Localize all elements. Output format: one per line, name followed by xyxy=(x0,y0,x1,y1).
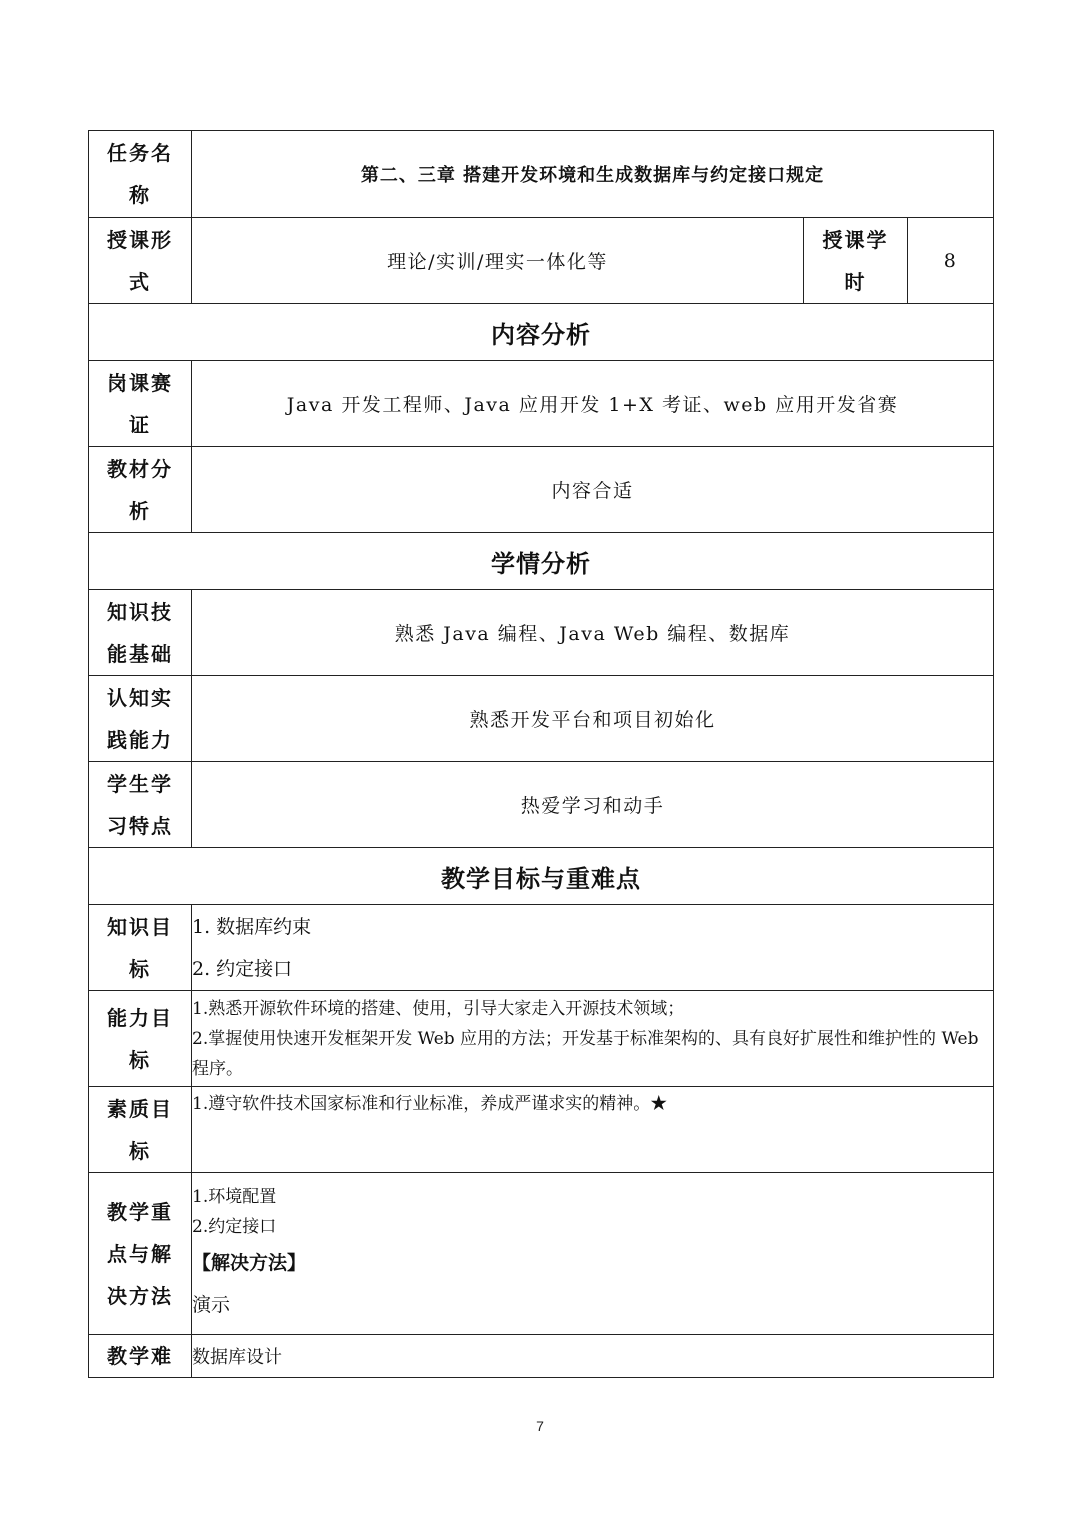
label-knowledge-goal: 知识目标 xyxy=(89,905,192,991)
ability-goal-item: 1.熟悉开源软件环境的搭建、使用，引导大家走入开源技术领域； xyxy=(192,998,685,1019)
key-point-item: 2.约定接口 xyxy=(192,1216,277,1237)
label-task-name: 任务名称 xyxy=(89,131,192,218)
knowledge-goal-item: 2. 约定接口 xyxy=(192,957,293,980)
label-ability-goal: 能力目标 xyxy=(89,991,192,1087)
value-textbook: 内容合适 xyxy=(192,447,994,533)
value-knowledge-goal xyxy=(192,905,994,991)
key-point-item: 1.环境配置 xyxy=(192,1186,277,1207)
value-task-name: 第二、三章 搭建开发环境和生成数据库与约定接口规定 xyxy=(192,131,994,218)
label-teaching-form: 授课形式 xyxy=(89,218,192,304)
row-task-name xyxy=(89,131,994,218)
value-quality-goal xyxy=(192,1087,994,1173)
label-student-traits: 学生学习特点 xyxy=(89,762,192,848)
row-teaching-form xyxy=(89,218,994,304)
row-learning-analysis xyxy=(89,533,994,590)
value-teaching-form: 理论/实训/理实一体化等 xyxy=(192,218,804,304)
row-objectives xyxy=(89,848,994,905)
row-content-analysis xyxy=(89,304,994,361)
row-difficulty xyxy=(89,1335,994,1378)
label-difficulty: 教学难 xyxy=(89,1335,192,1378)
value-knowledge-base: 熟悉 Java 编程、Java Web 编程、数据库 xyxy=(192,590,994,676)
row-ability-goal xyxy=(89,991,994,1087)
method-value: 演示 xyxy=(192,1293,231,1316)
value-hours: 8 xyxy=(908,218,994,304)
value-student-traits: 热爱学习和动手 xyxy=(192,762,994,848)
row-quality-goal xyxy=(89,1087,994,1173)
value-key-points xyxy=(192,1173,994,1335)
label-quality-goal: 素质目标 xyxy=(89,1087,192,1173)
row-cognitive xyxy=(89,676,994,762)
row-textbook xyxy=(89,447,994,533)
ability-goal-item: 2.掌握使用快速开发框架开发 Web 应用的方法；开发基于标准架构的、具有良好扩展性和维护性的 Web 程序。 xyxy=(192,1028,979,1079)
row-job-course xyxy=(89,361,994,447)
row-knowledge-goal xyxy=(89,905,994,991)
value-difficulty: 数据库设计 xyxy=(192,1335,994,1378)
page-number: 7 xyxy=(536,1418,544,1434)
row-student-traits xyxy=(89,762,994,848)
label-cognitive: 认知实践能力 xyxy=(89,676,192,762)
quality-goal-item: 1.遵守软件技术国家标准和行业标准，养成严谨求实的精神。★ xyxy=(192,1094,668,1114)
lesson-plan-table xyxy=(88,130,994,1378)
label-key-points: 教学重点与解决方法 xyxy=(89,1173,192,1335)
row-knowledge-base xyxy=(89,590,994,676)
section-learning-analysis: 学情分析 xyxy=(89,533,994,590)
label-job-course: 岗课赛证 xyxy=(89,361,192,447)
section-content-analysis: 内容分析 xyxy=(89,304,994,361)
value-job-course: Java 开发工程师、Java 应用开发 1+X 考证、web 应用开发省赛 xyxy=(192,361,994,447)
row-key-points xyxy=(89,1173,994,1335)
label-hours: 授课学时 xyxy=(804,218,908,304)
label-textbook: 教材分析 xyxy=(89,447,192,533)
label-knowledge-base: 知识技能基础 xyxy=(89,590,192,676)
knowledge-goal-item: 1. 数据库约束 xyxy=(192,915,312,938)
section-objectives: 教学目标与重难点 xyxy=(89,848,994,905)
value-ability-goal xyxy=(192,991,994,1087)
method-title: 【解决方法】 xyxy=(192,1251,307,1274)
value-cognitive: 熟悉开发平台和项目初始化 xyxy=(192,676,994,762)
